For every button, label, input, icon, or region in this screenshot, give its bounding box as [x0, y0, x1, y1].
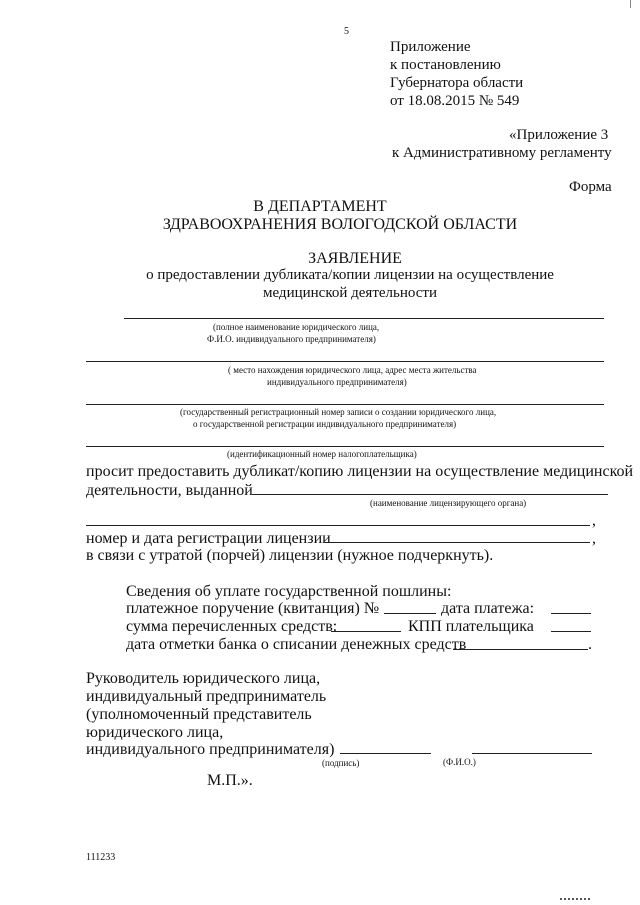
appendix-line-1: Приложение [390, 39, 471, 55]
appendix3-line-2: к Административному регламенту [392, 145, 612, 161]
addressee-line-2: ЗДРАВООХРАНЕНИЯ ВОЛОГОДСКОЙ ОБЛАСТИ [162, 216, 518, 233]
location-caption-2: индивидуального предпринимателя) [267, 377, 407, 387]
request-line-2: деятельности, выданной [86, 482, 253, 499]
license-number-comma: , [592, 530, 596, 547]
reason-text: в связи с утратой (порчей) лицензии (нужное подчеркнуть). [86, 547, 494, 564]
fio-caption: (Ф.И.О.) [443, 757, 476, 767]
registration-caption-1: (государственный регистрационный номер записи о создании юридического лица, [180, 407, 497, 417]
name-field-line[interactable] [124, 318, 604, 319]
registration-field-line[interactable] [86, 404, 604, 405]
form-label: Форма [569, 179, 612, 195]
fee-amount-field[interactable] [331, 631, 401, 632]
request-line-1: просит предоставить дубликат/копию лицензии на осуществление медицинской [86, 463, 634, 480]
issuer-field-line[interactable] [252, 494, 608, 495]
fio-field-line[interactable] [472, 753, 592, 754]
statement-subtitle-2: медицинской деятельности [262, 285, 438, 301]
page-number: 5 [344, 26, 349, 37]
name-caption-2: Ф.И.О. индивидуального предпринимателя) [207, 334, 376, 344]
location-field-line[interactable] [86, 361, 604, 362]
issuer-comma: , [592, 512, 596, 529]
license-number-field-line[interactable] [325, 542, 590, 543]
statement-subtitle-1: о предоставлении дубликата/копии лицензии на осуществление [146, 267, 554, 283]
fee-pay-date-field[interactable] [551, 613, 591, 614]
issuer-continuation-line[interactable] [86, 525, 590, 526]
statement-title: ЗАЯВЛЕНИЕ [308, 250, 402, 267]
fee-order-label: платежное поручение (квитанция) № [126, 600, 380, 617]
signer-line-4: юридического лица, [86, 724, 224, 741]
signer-line-5: индивидуального предпринимателя) [86, 741, 335, 758]
footer-code: 111233 [86, 852, 116, 863]
scan-edge-mark [630, 0, 632, 8]
name-caption-1: (полное наименование юридического лица, [213, 322, 380, 332]
issuer-caption: (наименование лицензирующего органа) [370, 498, 527, 508]
inn-caption: (идентификационный номер налогоплательщика) [227, 449, 417, 459]
signer-line-3: (уполномоченный представитель [86, 706, 312, 723]
registration-caption-2: о государственной регистрации индивидуального предпринимателя) [193, 419, 457, 429]
fee-kpp-label: КПП плательщика [408, 618, 534, 635]
addressee-line-1: В ДЕПАРТАМЕНТ [253, 198, 387, 215]
appendix-line-3: Губернатора области [390, 75, 524, 91]
fee-heading: Сведения об уплате государственной пошлины: [126, 583, 452, 600]
fee-pay-date-label: дата платежа: [441, 600, 535, 617]
license-number-label: номер и дата регистрации лицензии [86, 530, 331, 547]
signature-field-line[interactable] [340, 753, 431, 754]
appendix3-line-1: «Приложение 3 [509, 127, 609, 143]
fee-amount-label: сумма перечисленных средств: [126, 618, 338, 635]
appendix-line-2: к постановлению [390, 57, 501, 73]
fee-bank-date-field[interactable] [453, 649, 588, 650]
fee-bank-date-label: дата отметки банка о списании денежных средств [126, 636, 467, 653]
inn-field-line[interactable] [86, 446, 604, 447]
signer-line-1: Руководитель юридического лица, [86, 670, 321, 687]
signature-caption: (подпись) [322, 758, 360, 768]
fee-bank-date-period: . [588, 636, 592, 653]
fee-order-field[interactable] [384, 613, 436, 614]
signer-line-2: индивидуальный предприниматель [86, 688, 327, 705]
stamp-label: М.П.». [207, 772, 253, 789]
appendix-line-4: от 18.08.2015 № 549 [390, 93, 520, 109]
location-caption-1: ( место нахождения юридического лица, адрес места жительства [228, 365, 477, 375]
fee-kpp-field[interactable] [551, 631, 591, 632]
scan-artifact-mark [560, 898, 590, 900]
